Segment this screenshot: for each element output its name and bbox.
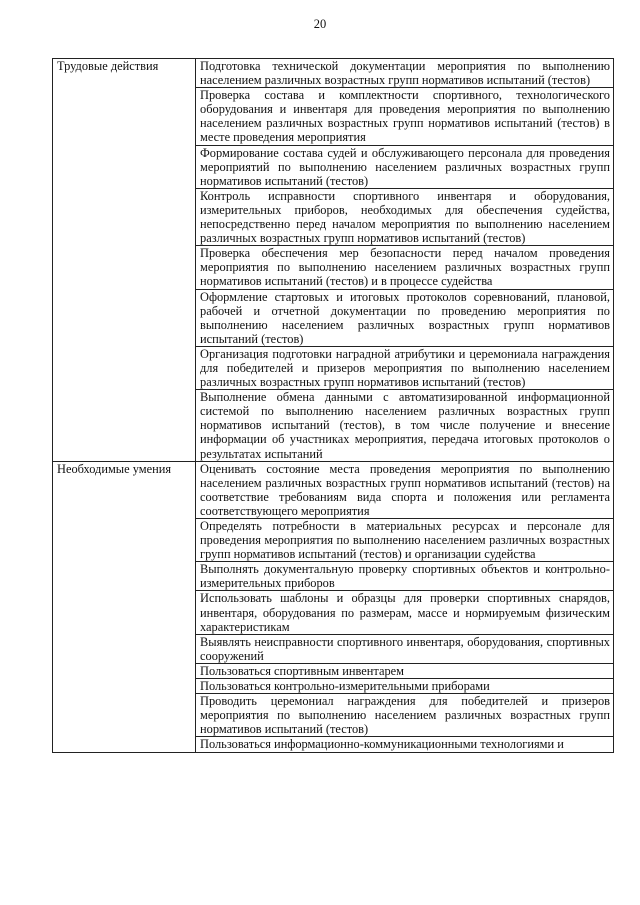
- table-row: [53, 461, 614, 518]
- labor-action-item: Выполнение обмена данными с автоматизированной информационной системой по выполнению населением различных возрастных групп нормативов испытаний (тестов), в том числе получение и внесение информации об участниках мероприятия, передача итоговых протоколов о результатах испытаний: [196, 390, 614, 461]
- labor-action-item: Проверка состава и комплектности спортивного, технологического оборудования и инвентаря для проведения мероприятия по выполнению населением различных возрастных групп нормативов испытаний (тестов) в месте проведения мероприятия: [196, 88, 614, 145]
- page-number: 20: [313, 17, 327, 31]
- labor-action-item: Оформление стартовых и итоговых протоколов соревнований, плановой, рабочей и отчетной документации по проведению мероприятия по выполнению населением различных возрастных групп нормативов испытаний (тестов): [196, 289, 614, 346]
- skill-item: Пользоваться информационно-коммуникационными технологиями и: [196, 737, 614, 752]
- skill-item: Выполнять документальную проверку спортивных объектов и контрольно-измерительных приборов: [196, 562, 614, 591]
- labor-action-item: Контроль исправности спортивного инвентаря и оборудования, измерительных приборов, необходимых для обеспечения судейства, непосредственно перед началом мероприятия по выполнению населением различных возрастных групп нормативов испытаний (тестов): [196, 188, 614, 245]
- skill-item: Пользоваться спортивным инвентарем: [196, 663, 614, 678]
- skill-item: Выявлять неисправности спортивного инвентаря, оборудования, спортивных сооружений: [196, 634, 614, 663]
- labor-action-item: Формирование состава судей и обслуживающего персонала для проведения мероприятий по выполнению населением различных возрастных групп нормативов испытаний (тестов): [196, 145, 614, 188]
- section-label-required-skills: Необходимые умения: [53, 461, 196, 752]
- labor-action-item: Проверка обеспечения мер безопасности перед началом проведения мероприятия по выполнению населением различных возрастных групп нормативов испытаний (тестов) и в процессе судейства: [196, 246, 614, 289]
- skill-item: Проводить церемониал награждения для победителей и призеров мероприятия по выполнению населением различных возрастных групп нормативов испытаний (тестов): [196, 694, 614, 737]
- labor-action-item: Подготовка технической документации мероприятия по выполнению населением различных возрастных групп нормативов испытаний (тестов): [196, 59, 614, 88]
- table-row: [53, 59, 614, 88]
- skill-item: Пользоваться контрольно-измерительными приборами: [196, 679, 614, 694]
- skill-item: Использовать шаблоны и образцы для проверки спортивных снарядов, инвентаря, оборудования по размерам, массе и нормируемым физическим характеристикам: [196, 591, 614, 634]
- competency-table: [52, 58, 614, 753]
- skill-item: Оценивать состояние места проведения мероприятия по выполнению населением различных возрастных групп нормативов испытаний (тестов) на соответствие требованиям вида спорта и положения или регламента соответствующего мероприятия: [196, 461, 614, 518]
- section-label-labor-actions: Трудовые действия: [53, 59, 196, 462]
- labor-action-item: Организация подготовки наградной атрибутики и церемониала награждения для победителей и призеров мероприятия по выполнению населением различных возрастных групп нормативов испытаний (тестов): [196, 346, 614, 389]
- skill-item: Определять потребности в материальных ресурсах и персонале для проведения мероприятия по выполнению населением различных возрастных групп нормативов испытаний (тестов) и организации судейства: [196, 519, 614, 562]
